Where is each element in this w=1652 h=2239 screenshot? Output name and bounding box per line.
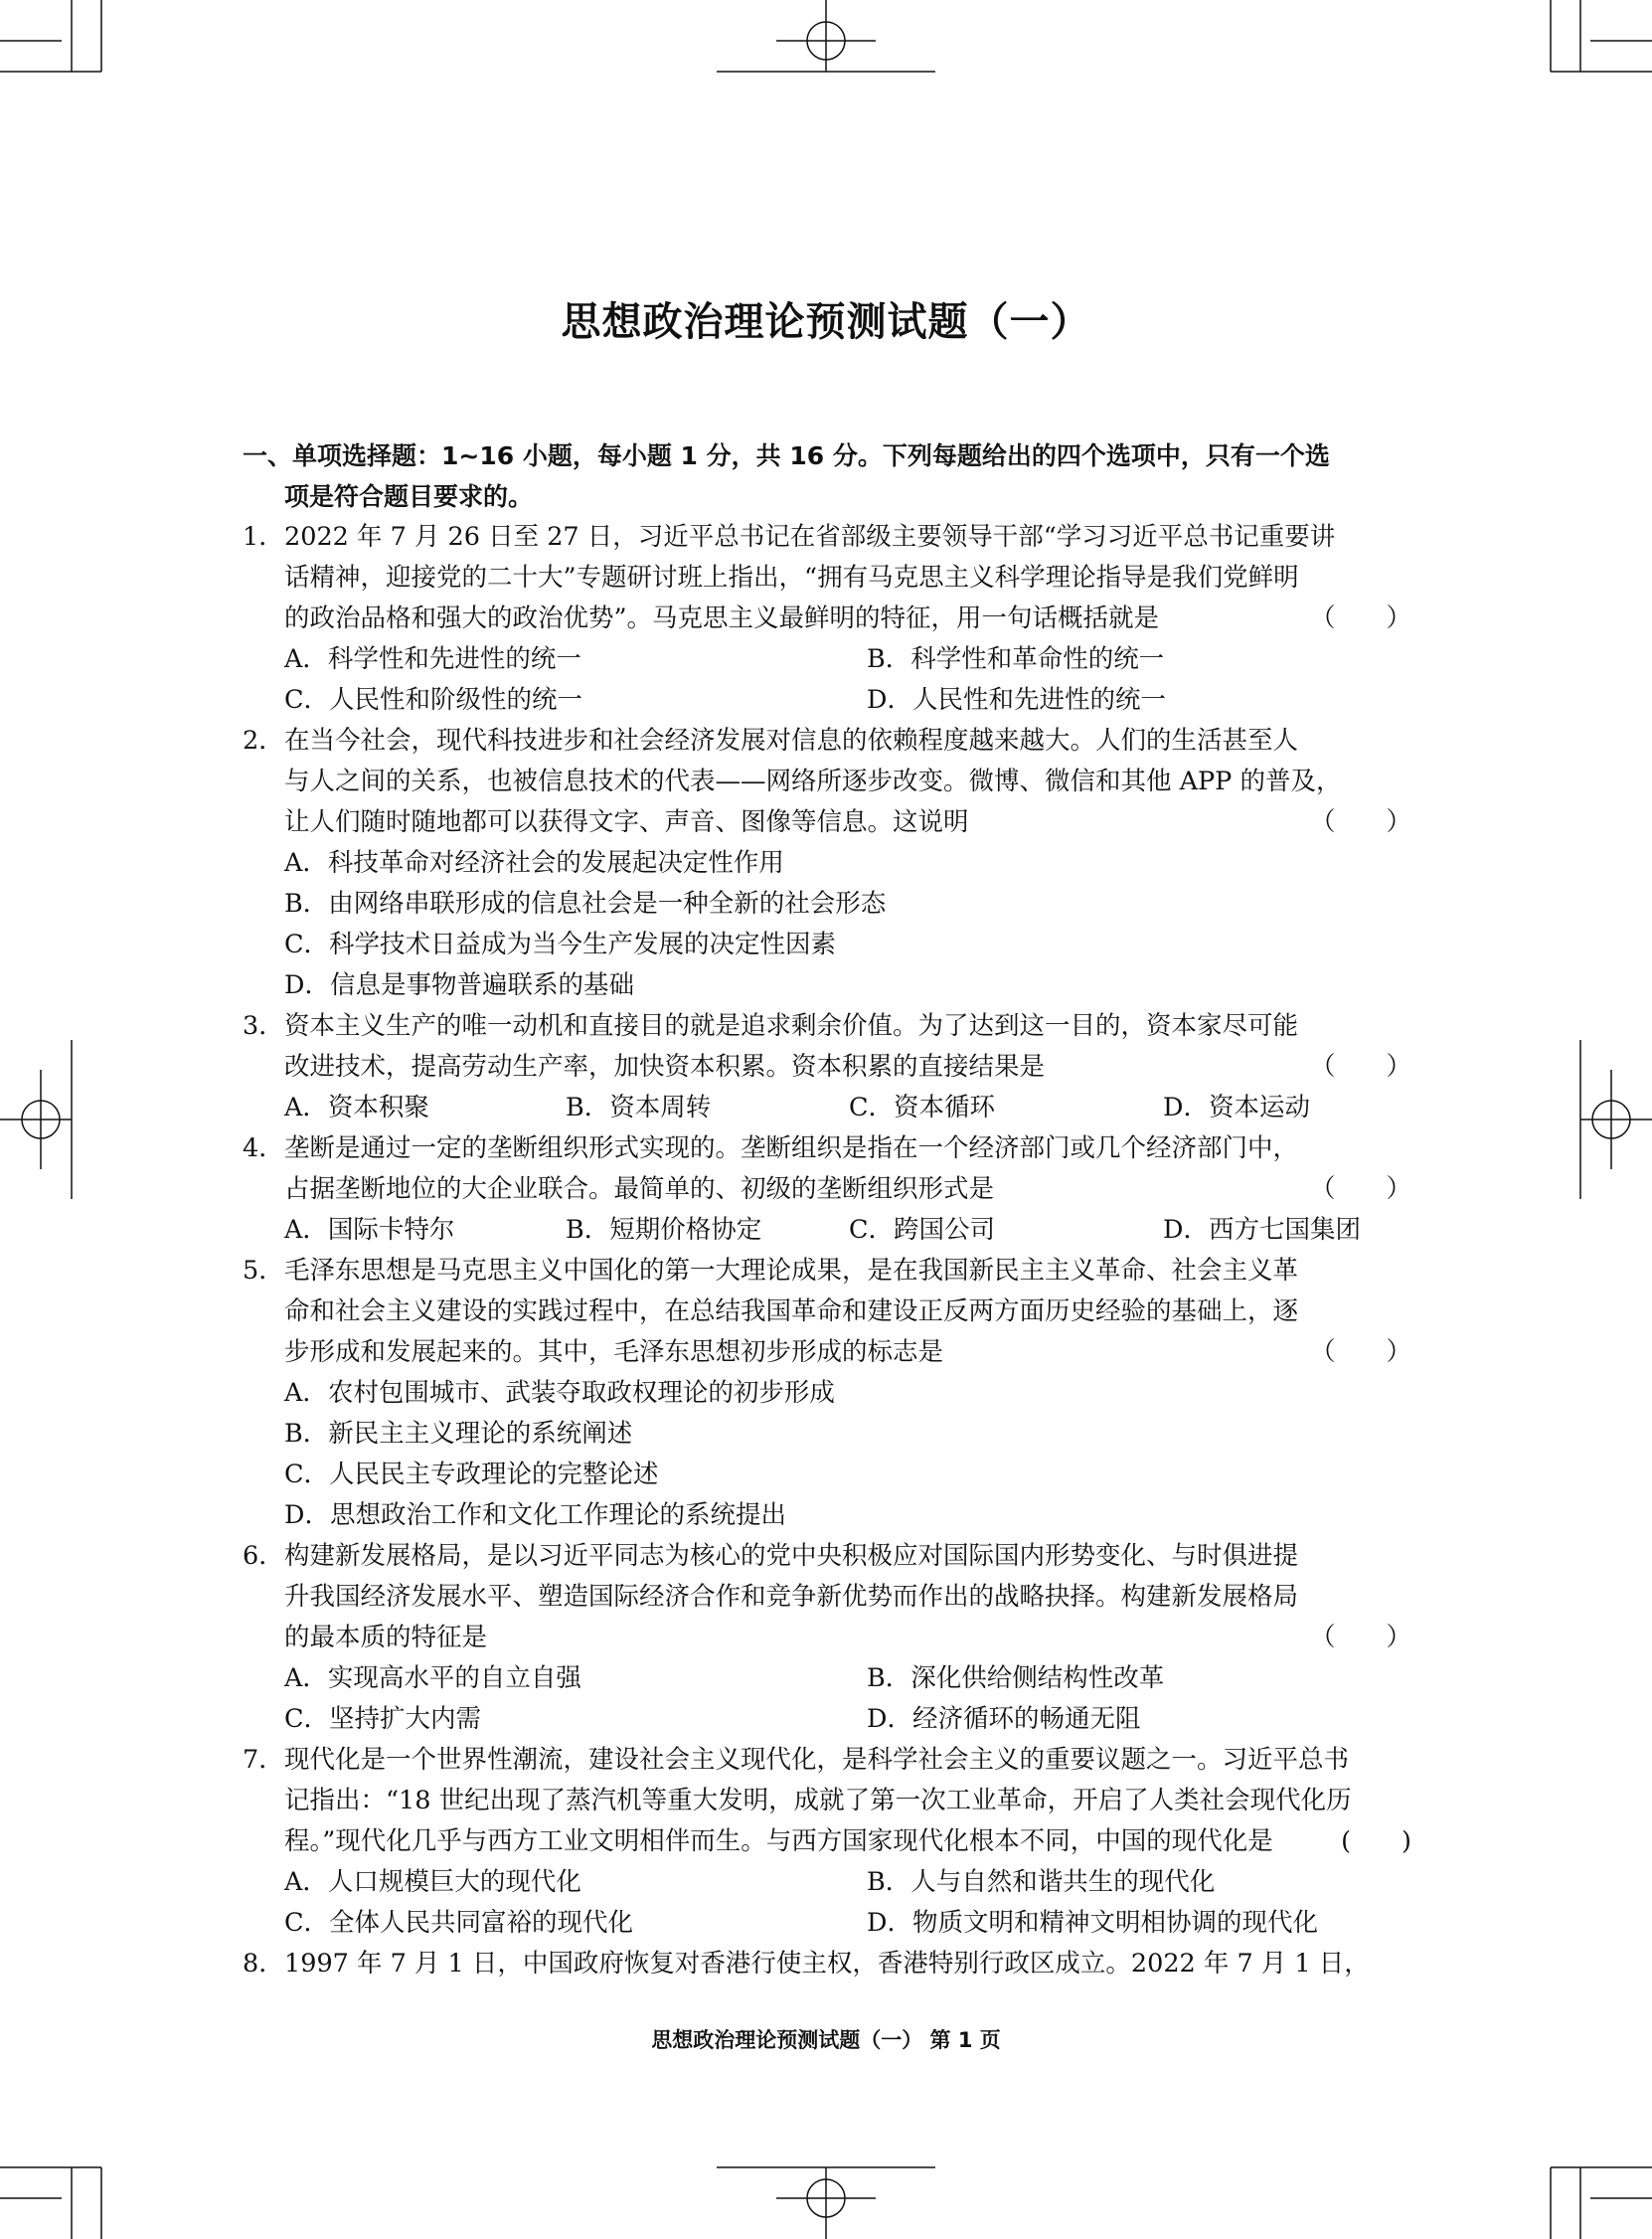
question-6-stem-line xyxy=(243,1536,1411,1577)
question-2-options-row xyxy=(243,884,1411,925)
answer-option: A．科学性和先进性的统一 xyxy=(284,644,581,674)
question-stem-text: 程。”现代化几乎与西方工业文明相伴而生。与西方国家现代化根本不同，中国的现代化是 xyxy=(284,1826,1273,1856)
question-stem-text: 的最本质的特征是 xyxy=(284,1623,488,1652)
answer-option: A．实现高水平的自立自强 xyxy=(284,1663,581,1693)
question-stem-text: 命和社会主义建设的实践过程中，在总结我国革命和建设正反两方面历史经验的基础上，逐 xyxy=(284,1296,1299,1326)
section-heading-cont xyxy=(243,476,1411,517)
answer-option: C．资本循环 xyxy=(849,1093,996,1122)
answer-option: A．资本积聚 xyxy=(284,1093,429,1122)
answer-option: D．物质文明和精神文明相协调的现代化 xyxy=(867,1908,1318,1938)
question-1-stem-line xyxy=(243,558,1411,599)
question-4-options-row xyxy=(243,1210,1411,1251)
question-6-options-row xyxy=(243,1699,1411,1740)
question-7-stem-line xyxy=(243,1740,1411,1781)
question-4-stem-line xyxy=(243,1128,1411,1169)
section-heading-line-1: 一、单项选择题：1~16 小题，每小题 1 分，共 16 分。下列每题给出的四个选项中，只有一个选 xyxy=(243,441,1330,470)
answer-option: A．科技革命对经济社会的发展起决定性作用 xyxy=(284,848,784,878)
question-1-stem-line xyxy=(243,599,1411,639)
answer-option: B．资本周转 xyxy=(566,1093,712,1122)
question-number: 4． xyxy=(243,1133,284,1163)
question-5-options-row xyxy=(243,1455,1411,1495)
answer-option: B．人与自然和谐共生的现代化 xyxy=(867,1867,1216,1897)
question-3-options-row xyxy=(243,1088,1411,1128)
question-stem-text: 构建新发展格局，是以习近平同志为核心的党中央积极应对国际国内形势变化、与时俱进提 xyxy=(284,1541,1299,1571)
question-2-options-row xyxy=(243,925,1411,965)
question-stem-text: 毛泽东思想是马克思主义中国化的第一大理论成果，是在我国新民主主义革命、社会主义革 xyxy=(284,1256,1299,1286)
question-2-stem-line xyxy=(243,762,1411,802)
question-3-stem-line xyxy=(243,1006,1411,1047)
question-stem-text: 资本主义生产的唯一动机和直接目的就是追求剩余价值。为了达到这一目的，资本家尽可能 xyxy=(284,1011,1299,1041)
question-7-stem-line xyxy=(243,1821,1411,1862)
answer-option: B．科学性和革命性的统一 xyxy=(867,644,1165,674)
question-7-stem-line xyxy=(243,1781,1411,1821)
question-5-stem-line xyxy=(243,1251,1411,1292)
answer-option: D．西方七国集团 xyxy=(1163,1215,1361,1245)
question-number: 2． xyxy=(243,726,284,756)
answer-option: C．跨国公司 xyxy=(849,1215,996,1245)
answer-option: D．思想政治工作和文化工作理论的系统提出 xyxy=(284,1500,786,1530)
page-title: 思想政治理论预测试题（一） xyxy=(561,299,1091,345)
question-1-stem-line xyxy=(243,517,1411,558)
question-7-options-row xyxy=(243,1903,1411,1944)
question-1-options-row xyxy=(243,639,1411,680)
answer-option: D．人民性和先进性的统一 xyxy=(867,685,1166,715)
answer-option: D．经济循环的畅通无阻 xyxy=(867,1704,1141,1734)
question-2-stem-line xyxy=(243,721,1411,762)
answer-blank: （ ） xyxy=(1309,1337,1411,1367)
question-stem-text: 步形成和发展起来的。其中，毛泽东思想初步形成的标志是 xyxy=(284,1337,944,1367)
question-stem-text: 占据垄断地位的大企业联合。最简单的、初级的垄断组织形式是 xyxy=(284,1174,995,1204)
question-5-options-row xyxy=(243,1414,1411,1455)
question-list xyxy=(243,435,1411,1984)
section-heading xyxy=(243,435,1411,476)
question-stem-text: 话精神，迎接党的二十大”专题研讨班上指出，“拥有马克思主义科学理论指导是我们党鲜明 xyxy=(284,563,1299,593)
question-3-stem-line xyxy=(243,1047,1411,1088)
question-stem-text: 改进技术，提高劳动生产率，加快资本积累。资本积累的直接结果是 xyxy=(284,1052,1046,1082)
question-number: 1． xyxy=(243,522,284,552)
question-stem-text: 让人们随时随地都可以获得文字、声音、图像等信息。这说明 xyxy=(284,807,969,837)
question-5-stem-line xyxy=(243,1292,1411,1332)
question-5-options-row xyxy=(243,1495,1411,1536)
answer-blank: （ ） xyxy=(1309,1623,1411,1652)
answer-option: A．人口规模巨大的现代化 xyxy=(284,1867,581,1897)
question-5-options-row xyxy=(243,1373,1411,1414)
answer-option: C．全体人民共同富裕的现代化 xyxy=(284,1908,634,1938)
answer-option: A．国际卡特尔 xyxy=(284,1215,455,1245)
answer-blank: （ ） xyxy=(1309,807,1411,837)
question-stem-text: 记指出：“18 世纪出现了蒸汽机等重大发明，成就了第一次工业革命，开启了人类社会现代化历 xyxy=(284,1786,1352,1815)
question-stem-text: 2022 年 7 月 26 日至 27 日，习近平总书记在省部级主要领导干部“学习习近平总书记重要讲 xyxy=(284,522,1336,552)
answer-option: B．短期价格协定 xyxy=(566,1215,762,1245)
question-number: 8． xyxy=(243,1949,284,1979)
page-footer: 思想政治理论预测试题（一） 第 1 页 xyxy=(651,2028,1001,2052)
answer-option: C．人民性和阶级性的统一 xyxy=(284,685,583,715)
question-6-options-row xyxy=(243,1658,1411,1699)
question-7-options-row xyxy=(243,1862,1411,1903)
question-4-stem-line xyxy=(243,1169,1411,1210)
question-number: 3． xyxy=(243,1011,284,1041)
answer-option: C．人民民主专政理论的完整论述 xyxy=(284,1460,659,1489)
question-2-options-row xyxy=(243,843,1411,884)
question-stem-text: 垄断是通过一定的垄断组织形式实现的。垄断组织是指在一个经济部门或几个经济部门中， xyxy=(284,1133,1299,1163)
answer-option: D．资本运动 xyxy=(1163,1093,1310,1122)
answer-option: C．坚持扩大内需 xyxy=(284,1704,482,1734)
question-stem-text: 升我国经济发展水平、塑造国际经济合作和竞争新优势而作出的战略抉择。构建新发展格局 xyxy=(284,1582,1299,1612)
answer-option: B．新民主主义理论的系统阐述 xyxy=(284,1419,633,1449)
question-stem-text: 现代化是一个世界性潮流，建设社会主义现代化，是科学社会主义的重要议题之一。习近平总书 xyxy=(284,1745,1350,1775)
question-stem-text: 与人之间的关系，也被信息技术的代表——网络所逐步改变。微博、微信和其他 APP 的普及， xyxy=(284,767,1342,796)
answer-blank: （ ） xyxy=(1309,1174,1411,1204)
question-1-options-row xyxy=(243,680,1411,721)
question-stem-text: 的政治品格和强大的政治优势”。马克思主义最鲜明的特征，用一句话概括就是 xyxy=(284,603,1160,633)
answer-blank: ( ) xyxy=(1341,1826,1411,1856)
question-2-stem-line xyxy=(243,802,1411,843)
question-8-stem-line xyxy=(243,1944,1411,1984)
question-6-stem-line xyxy=(243,1618,1411,1658)
answer-option: B．深化供给侧结构性改革 xyxy=(867,1663,1165,1693)
question-2-options-row xyxy=(243,965,1411,1006)
answer-option: B．由网络串联形成的信息社会是一种全新的社会形态 xyxy=(284,889,887,919)
answer-option: C．科学技术日益成为当今生产发展的决定性因素 xyxy=(284,930,837,959)
section-heading-line-2: 项是符合题目要求的。 xyxy=(284,482,534,511)
question-stem-text: 在当今社会，现代科技进步和社会经济发展对信息的依赖程度越来越大。人们的生活甚至人 xyxy=(284,726,1299,756)
question-number: 7． xyxy=(243,1745,284,1775)
question-stem-text: 1997 年 7 月 1 日，中国政府恢复对香港行使主权，香港特别行政区成立。2022 年 7 月 1 日， xyxy=(284,1949,1370,1979)
question-number: 5． xyxy=(243,1256,284,1286)
answer-blank: （ ） xyxy=(1309,1052,1411,1082)
question-6-stem-line xyxy=(243,1577,1411,1618)
question-5-stem-line xyxy=(243,1332,1411,1373)
answer-blank: （ ） xyxy=(1309,603,1411,633)
question-number: 6． xyxy=(243,1541,284,1571)
answer-option: A．农村包围城市、武装夺取政权理论的初步形成 xyxy=(284,1378,835,1408)
answer-option: D．信息是事物普遍联系的基础 xyxy=(284,970,634,1000)
